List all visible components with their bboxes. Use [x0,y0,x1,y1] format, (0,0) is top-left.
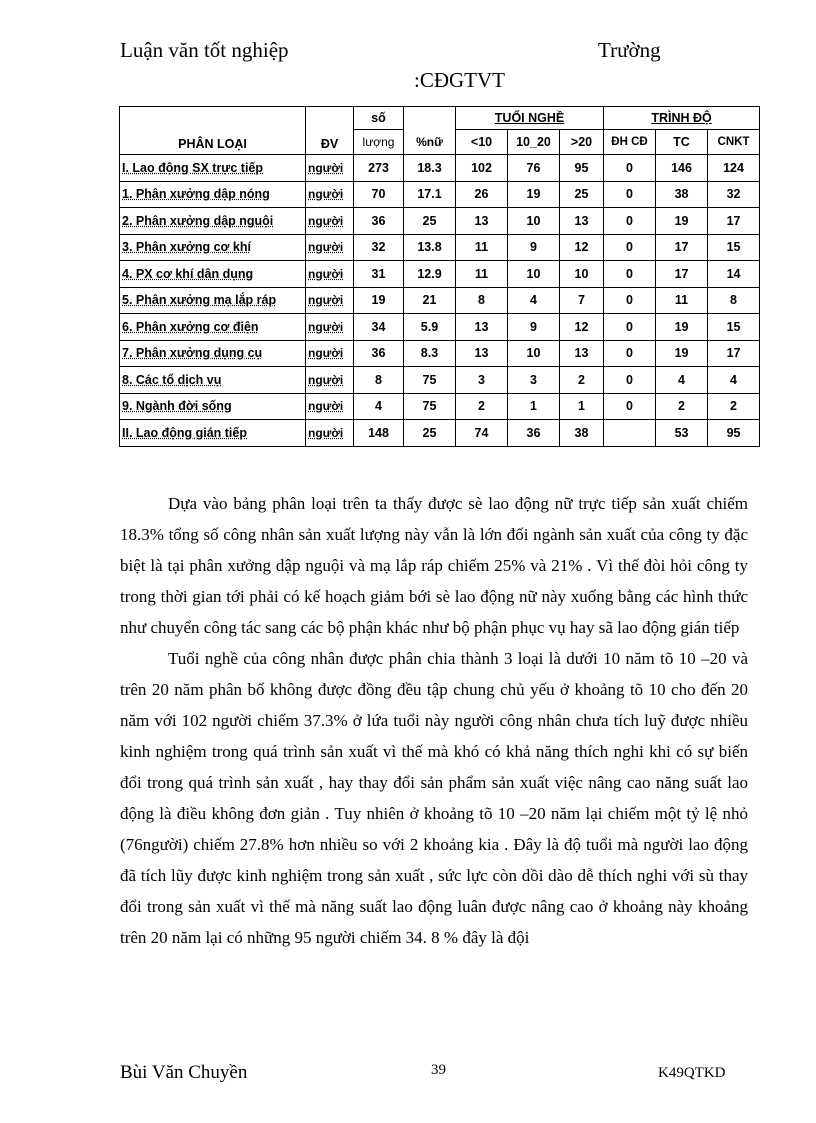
table-cell: 19 [508,181,560,208]
table-cell: 95 [560,155,604,182]
table-cell: 10 [560,261,604,288]
header-phan-loai: PHÂN LOẠI [120,107,306,155]
page-header [120,38,720,98]
table-cell: 34 [354,314,404,341]
table-cell: 53 [656,420,708,447]
labor-classification-table [119,106,760,447]
table-cell: 31 [354,261,404,288]
table-header-row-1 [120,107,760,130]
table-cell: 70 [354,181,404,208]
table-cell: 32 [354,234,404,261]
table-cell: 26 [456,181,508,208]
table-cell: 15 [708,314,760,341]
table-cell: 36 [354,208,404,235]
table-cell: 8.3 [404,340,456,367]
row-unit: người [306,181,354,208]
table-row [120,155,760,182]
table-cell: 7 [560,287,604,314]
table-cell: 148 [354,420,404,447]
table-cell: 11 [656,287,708,314]
table-cell: 4 [708,367,760,394]
table-row [120,208,760,235]
table-cell: 0 [604,287,656,314]
row-label: 1. Phân xưởng dập nóng [120,181,306,208]
table-cell: 0 [604,155,656,182]
table-cell: 10 [508,261,560,288]
header-luong: lượng [354,130,404,155]
table-cell: 19 [354,287,404,314]
header-empty [404,107,456,130]
row-unit: người [306,314,354,341]
table-row [120,393,760,420]
table-cell: 74 [456,420,508,447]
table-cell: 25 [560,181,604,208]
table-cell: 0 [604,393,656,420]
table-cell: 4 [508,287,560,314]
row-label: I. Lao động SX trực tiếp [120,155,306,182]
table-cell: 5.9 [404,314,456,341]
table-cell: 19 [656,340,708,367]
table-cell: 0 [604,261,656,288]
table-row [120,287,760,314]
table-cell: 273 [354,155,404,182]
row-unit: người [306,420,354,447]
table-cell: 75 [404,367,456,394]
table-cell: 17 [656,234,708,261]
table-cell: 76 [508,155,560,182]
table-cell: 36 [354,340,404,367]
header-10-20: 10_20 [508,130,560,155]
table-cell: 0 [604,208,656,235]
table-cell: 36 [508,420,560,447]
paragraph-2: Tuổi nghề của công nhân được phân chia thành 3 loại là dưới 10 năm tõ 10 –20 và trên 20 năm phân bố không được đồng đều tập chung chủ yếu ở khoảng tõ 10 cho đến 20 năm với 102 người chiếm 37.3% ở lứa tuổi này người công nhân chưa tích luỹ được nhiều kinh nghiệm trong quá trình sản xuất vì thế mà khó có khả năng thích nghi khi có sự biến đổi trong quá trình sản xuất , hay thay đổi sản phẩm sản xuất việc nâng cao năng suất lao động là điều không đơn giản . Tuy nhiên ở khoảng tõ 10 –20 năm lại chiếm một tỷ lệ nhỏ (76người) chiếm 27.8% hơn nhiều so với 2 khoảng kia . Đây là độ tuổi mà người lao động đã tích lũy được kinh nghiệm trong sản xuất , sức lực còn dồi dào dễ thích nghi với sù thay đổi trong sản xuất vì thế mà năng suất lao động luân được nâng cao ở khoảng này khoảng trên 20 năm lại có những 95 người chiếm 34. 8 % đây là đội [120,649,748,947]
table-cell: 2 [456,393,508,420]
table-row [120,234,760,261]
table-cell: 10 [508,340,560,367]
footer-author: Bùi Văn Chuyền [120,1062,248,1083]
table-cell: 12 [560,314,604,341]
table-cell: 13 [560,208,604,235]
table-cell: 1 [508,393,560,420]
table-cell: 12.9 [404,261,456,288]
table-cell: 32 [708,181,760,208]
table-cell: 9 [508,314,560,341]
row-label: 5. Phân xưởng mạ lắp ráp [120,287,306,314]
table-cell: 21 [404,287,456,314]
header-trinh-do: TRÌNH ĐỘ [604,107,760,130]
row-unit: người [306,367,354,394]
header-dhcd: ĐH CĐ [604,130,656,155]
footer-class-code: K49QTKD [658,1065,726,1081]
header-tuoi-nghe: TUỔI NGHỀ [456,107,604,130]
row-unit: người [306,155,354,182]
row-unit: người [306,340,354,367]
table-row [120,340,760,367]
table-cell: 18.3 [404,155,456,182]
row-label: 3. Phân xưởng cơ khí [120,234,306,261]
header-gt20: >20 [560,130,604,155]
header-tc: TC [656,130,708,155]
header-school-code: :CĐGTVT [414,68,505,92]
table-cell: 9 [508,234,560,261]
table-cell: 2 [560,367,604,394]
header-lt10: <10 [456,130,508,155]
table-cell: 8 [708,287,760,314]
table-row [120,261,760,288]
table-row [120,420,760,447]
table-cell: 13 [560,340,604,367]
table-cell: 3 [456,367,508,394]
table-cell: 15 [708,234,760,261]
table-cell: 17 [708,208,760,235]
table-cell: 0 [604,234,656,261]
table-cell: 17.1 [404,181,456,208]
table-cell: 4 [656,367,708,394]
table-cell: 0 [604,367,656,394]
row-unit: người [306,208,354,235]
header-cnkt: CNKT [708,130,760,155]
table-cell: 3 [508,367,560,394]
header-so: số [354,107,404,130]
table-cell: 17 [708,340,760,367]
table-cell: 0 [604,340,656,367]
header-thesis-title: Luận văn tốt nghiệp [120,38,289,62]
table-cell: 8 [354,367,404,394]
row-unit: người [306,234,354,261]
table-cell: 38 [560,420,604,447]
table-cell: 4 [354,393,404,420]
row-label: 7. Phân xưởng dụng cụ [120,340,306,367]
table-cell: 0 [604,181,656,208]
table-cell: 14 [708,261,760,288]
table-cell: 25 [404,420,456,447]
body-text [120,488,748,953]
table-cell [604,420,656,447]
table-cell: 38 [656,181,708,208]
table-cell: 11 [456,261,508,288]
table-cell: 1 [560,393,604,420]
table-cell: 12 [560,234,604,261]
table-cell: 25 [404,208,456,235]
page-footer [120,1062,740,1092]
table-cell: 102 [456,155,508,182]
table-cell: 124 [708,155,760,182]
table-cell: 17 [656,261,708,288]
header-pct-nu: %nữ [404,130,456,155]
table-cell: 0 [604,314,656,341]
table-cell: 146 [656,155,708,182]
paragraph-1: Dựa vào bảng phân loại trên ta thấy được sè lao động nữ trực tiếp sản xuất chiếm 18.3% tổng số công nhân sản xuất lượng này vẫn là lớn đối ngành sản xuất của công ty đặc biệt là tại phân xưởng dập nguội và mạ lắp ráp chiếm 25% và 21% . Vì thế đòi hỏi công ty trong thời gian tới phải có kế hoạch giảm bới sè lao động nữ này xuống bằng các hình thức như chuyển công tác sang các bộ phận khác như bộ phận phục vụ hay sã lao động gián tiếp [120,494,748,637]
table-cell: 2 [656,393,708,420]
table-cell: 11 [456,234,508,261]
row-label: 4. PX cơ khí dân dụng [120,261,306,288]
table-cell: 19 [656,314,708,341]
header-dv: ĐV [306,107,354,155]
row-label: 6. Phân xưởng cơ điện [120,314,306,341]
row-label: 8. Các tổ dịch vụ [120,367,306,394]
table-cell: 13.8 [404,234,456,261]
row-unit: người [306,287,354,314]
table-cell: 19 [656,208,708,235]
table-cell: 13 [456,314,508,341]
row-label: 2. Phân xưởng dập nguội [120,208,306,235]
table-cell: 8 [456,287,508,314]
table-cell: 13 [456,208,508,235]
row-label: 9. Ngành đời sống [120,393,306,420]
table-cell: 10 [508,208,560,235]
row-unit: người [306,261,354,288]
table-row [120,367,760,394]
table-cell: 2 [708,393,760,420]
row-unit: người [306,393,354,420]
table-row [120,314,760,341]
page-number: 39 [431,1062,446,1078]
table-row [120,181,760,208]
table-cell: 13 [456,340,508,367]
table-cell: 75 [404,393,456,420]
table-cell: 95 [708,420,760,447]
header-school: Trường [598,38,661,62]
table-body [120,155,760,447]
row-label: II. Lao động gián tiếp [120,420,306,447]
